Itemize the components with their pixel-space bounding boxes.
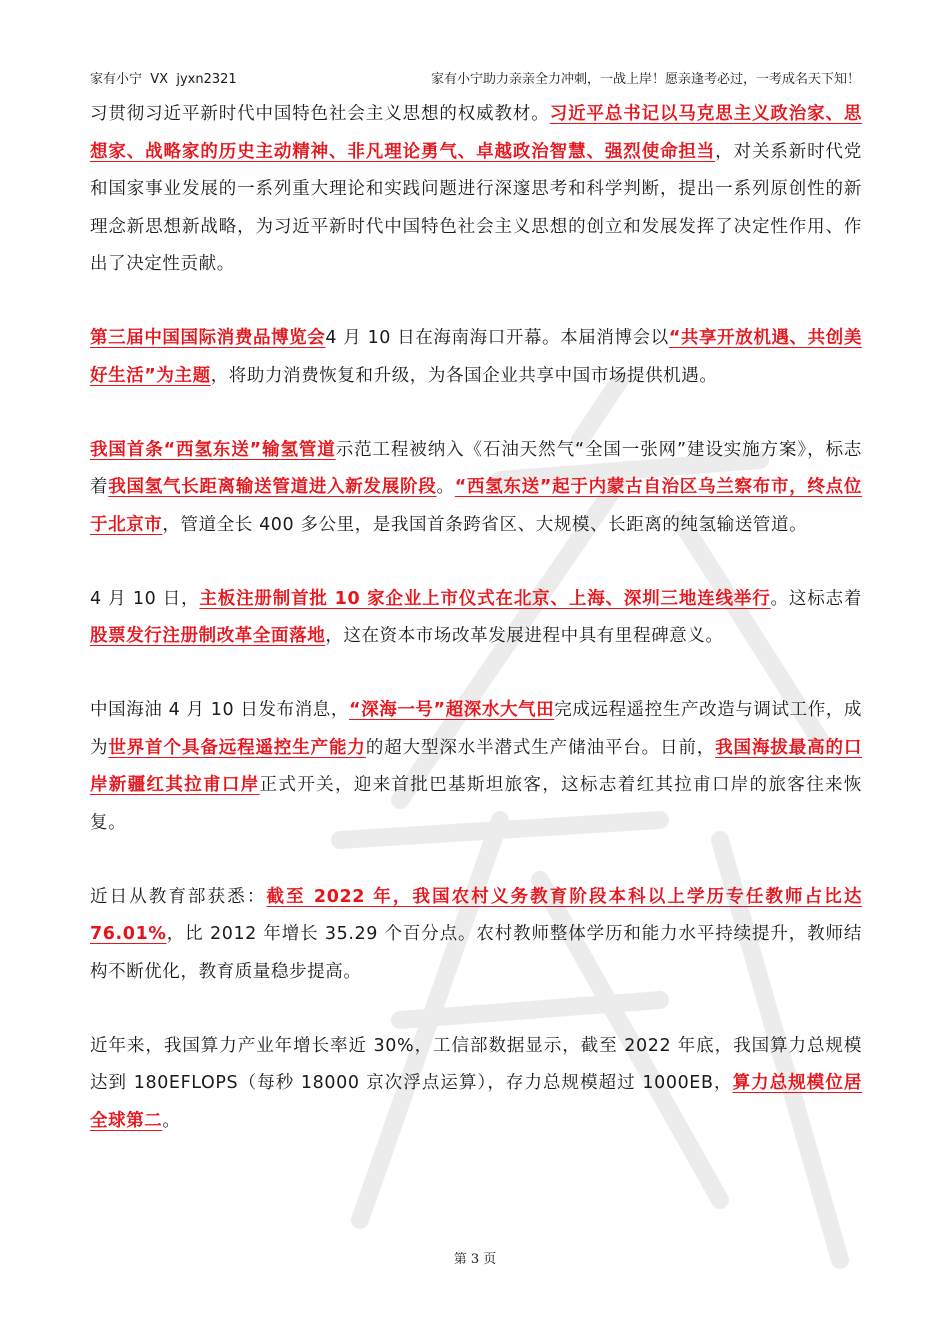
highlighted-text: 股票发行注册制改革全面落地 xyxy=(90,626,326,646)
page-number: 第 3 页 xyxy=(453,1252,497,1267)
body-text: 4 月 10 日， xyxy=(90,588,200,609)
paragraph xyxy=(90,581,862,656)
highlighted-text: 我国首条“西氢东送”输氢管道 xyxy=(90,439,336,460)
body-text: 4 月 10 日在海南海口开幕。本届消博会以 xyxy=(325,328,669,348)
body-text: ，管道全长 400 多公里，是我国首条跨省区、大规模、长距离的纯氢输送管道。 xyxy=(162,514,808,535)
body-text: 。 xyxy=(162,1110,181,1131)
page-header xyxy=(90,68,860,87)
highlighted-text: “西氢东送”起于内蒙古自治区乌兰察布市，终点位于北京市 xyxy=(90,477,862,535)
body-text: ，对关系新时代党和国家事业发展的一系列重大理论和实践问题进行深邃思考和科学判断，提出一系列原创性的新理念新思想新战略，为习近平新时代中国特色社会主义思想的创立和发展发挥了决定性作用、作出了决定性贡献。 xyxy=(90,141,862,274)
header-right-text: 家有小宁助力亲亲全力冲刺，一战上岸！愿亲逢考必过，一考成名天下知！ xyxy=(430,72,860,87)
paragraph xyxy=(90,1028,862,1141)
highlighted-text: 第三届中国国际消费品博览会 xyxy=(90,328,326,348)
body-text: 近日从教育部获悉： xyxy=(90,886,267,907)
paragraph xyxy=(90,320,862,395)
highlighted-text: 我国海拔最高的口岸新疆红其拉甫口岸 xyxy=(90,737,862,795)
body-text: ，这在资本市场改革发展进程中具有里程碑意义。 xyxy=(325,626,724,646)
body-text: 习贯彻习近平新时代中国特色社会主义思想的权威教材。 xyxy=(90,104,550,124)
paragraph xyxy=(90,692,862,842)
body-text: 完成远程遥控生产改造与调试工作，成为 xyxy=(90,700,863,758)
body-text: 。这标志着 xyxy=(770,588,862,609)
document-body xyxy=(90,96,862,1140)
paragraph xyxy=(90,879,862,992)
highlighted-text: 我国氢气长距离输送管道进入新发展阶段 xyxy=(108,477,437,497)
highlighted-text: 算力总规模位居全球第二 xyxy=(90,1073,862,1131)
body-text: ，将助力消费恢复和升级，为各国企业共享中国市场提供机遇。 xyxy=(210,365,718,386)
paragraph xyxy=(90,96,862,284)
paragraph xyxy=(90,432,862,545)
highlighted-text: 习近平总书记以马克思主义政治家、思想家、战略家的历史主动精神、非凡理论勇气、卓越政治智慧、强烈使命担当 xyxy=(90,104,863,162)
highlighted-text: “深海一号”超深水大气田 xyxy=(349,700,555,720)
body-text: 中国海油 4 月 10 日发布消息， xyxy=(90,700,350,720)
body-text: 近年来，我国算力产业年增长率近 30%，工信部数据显示，截至 2022 年底，我国算力总规模达到 180EFLOPS（每秒 18000 京次浮点运算），存力总规模超过 1000EB， xyxy=(90,1035,862,1093)
header-left-text: 家有小宁 VX jyxn2321 xyxy=(90,72,237,87)
body-text: 示范工程被纳入《石油天然气“全国一张网”建设实施方案》，标志着 xyxy=(90,439,862,497)
highlighted-text: “共享开放机遇、共创美好生活”为主题 xyxy=(90,328,862,386)
highlighted-text: 世界首个具备远程遥控生产能力 xyxy=(108,737,366,758)
body-text: 。 xyxy=(436,477,455,497)
body-text: 正式开关，迎来首批巴基斯坦旅客，这标志着红其拉甫口岸的旅客往来恢复。 xyxy=(90,775,862,833)
highlighted-text: 主板注册制首批 10 家企业上市仪式在北京、上海、深圳三地连线举行 xyxy=(199,588,771,609)
body-text: 的超大型深水半潜式生产储油平台。日前， xyxy=(365,737,716,758)
body-text: ，比 2012 年增长 35.29 个百分点。农村教师整体学历和能力水平持续提升，教师结构不断优化，教育质量稳步提高。 xyxy=(90,924,862,982)
highlighted-text: 截至 2022 年，我国农村义务教育阶段本科以上学历专任教师占比达 76.01% xyxy=(90,886,862,944)
